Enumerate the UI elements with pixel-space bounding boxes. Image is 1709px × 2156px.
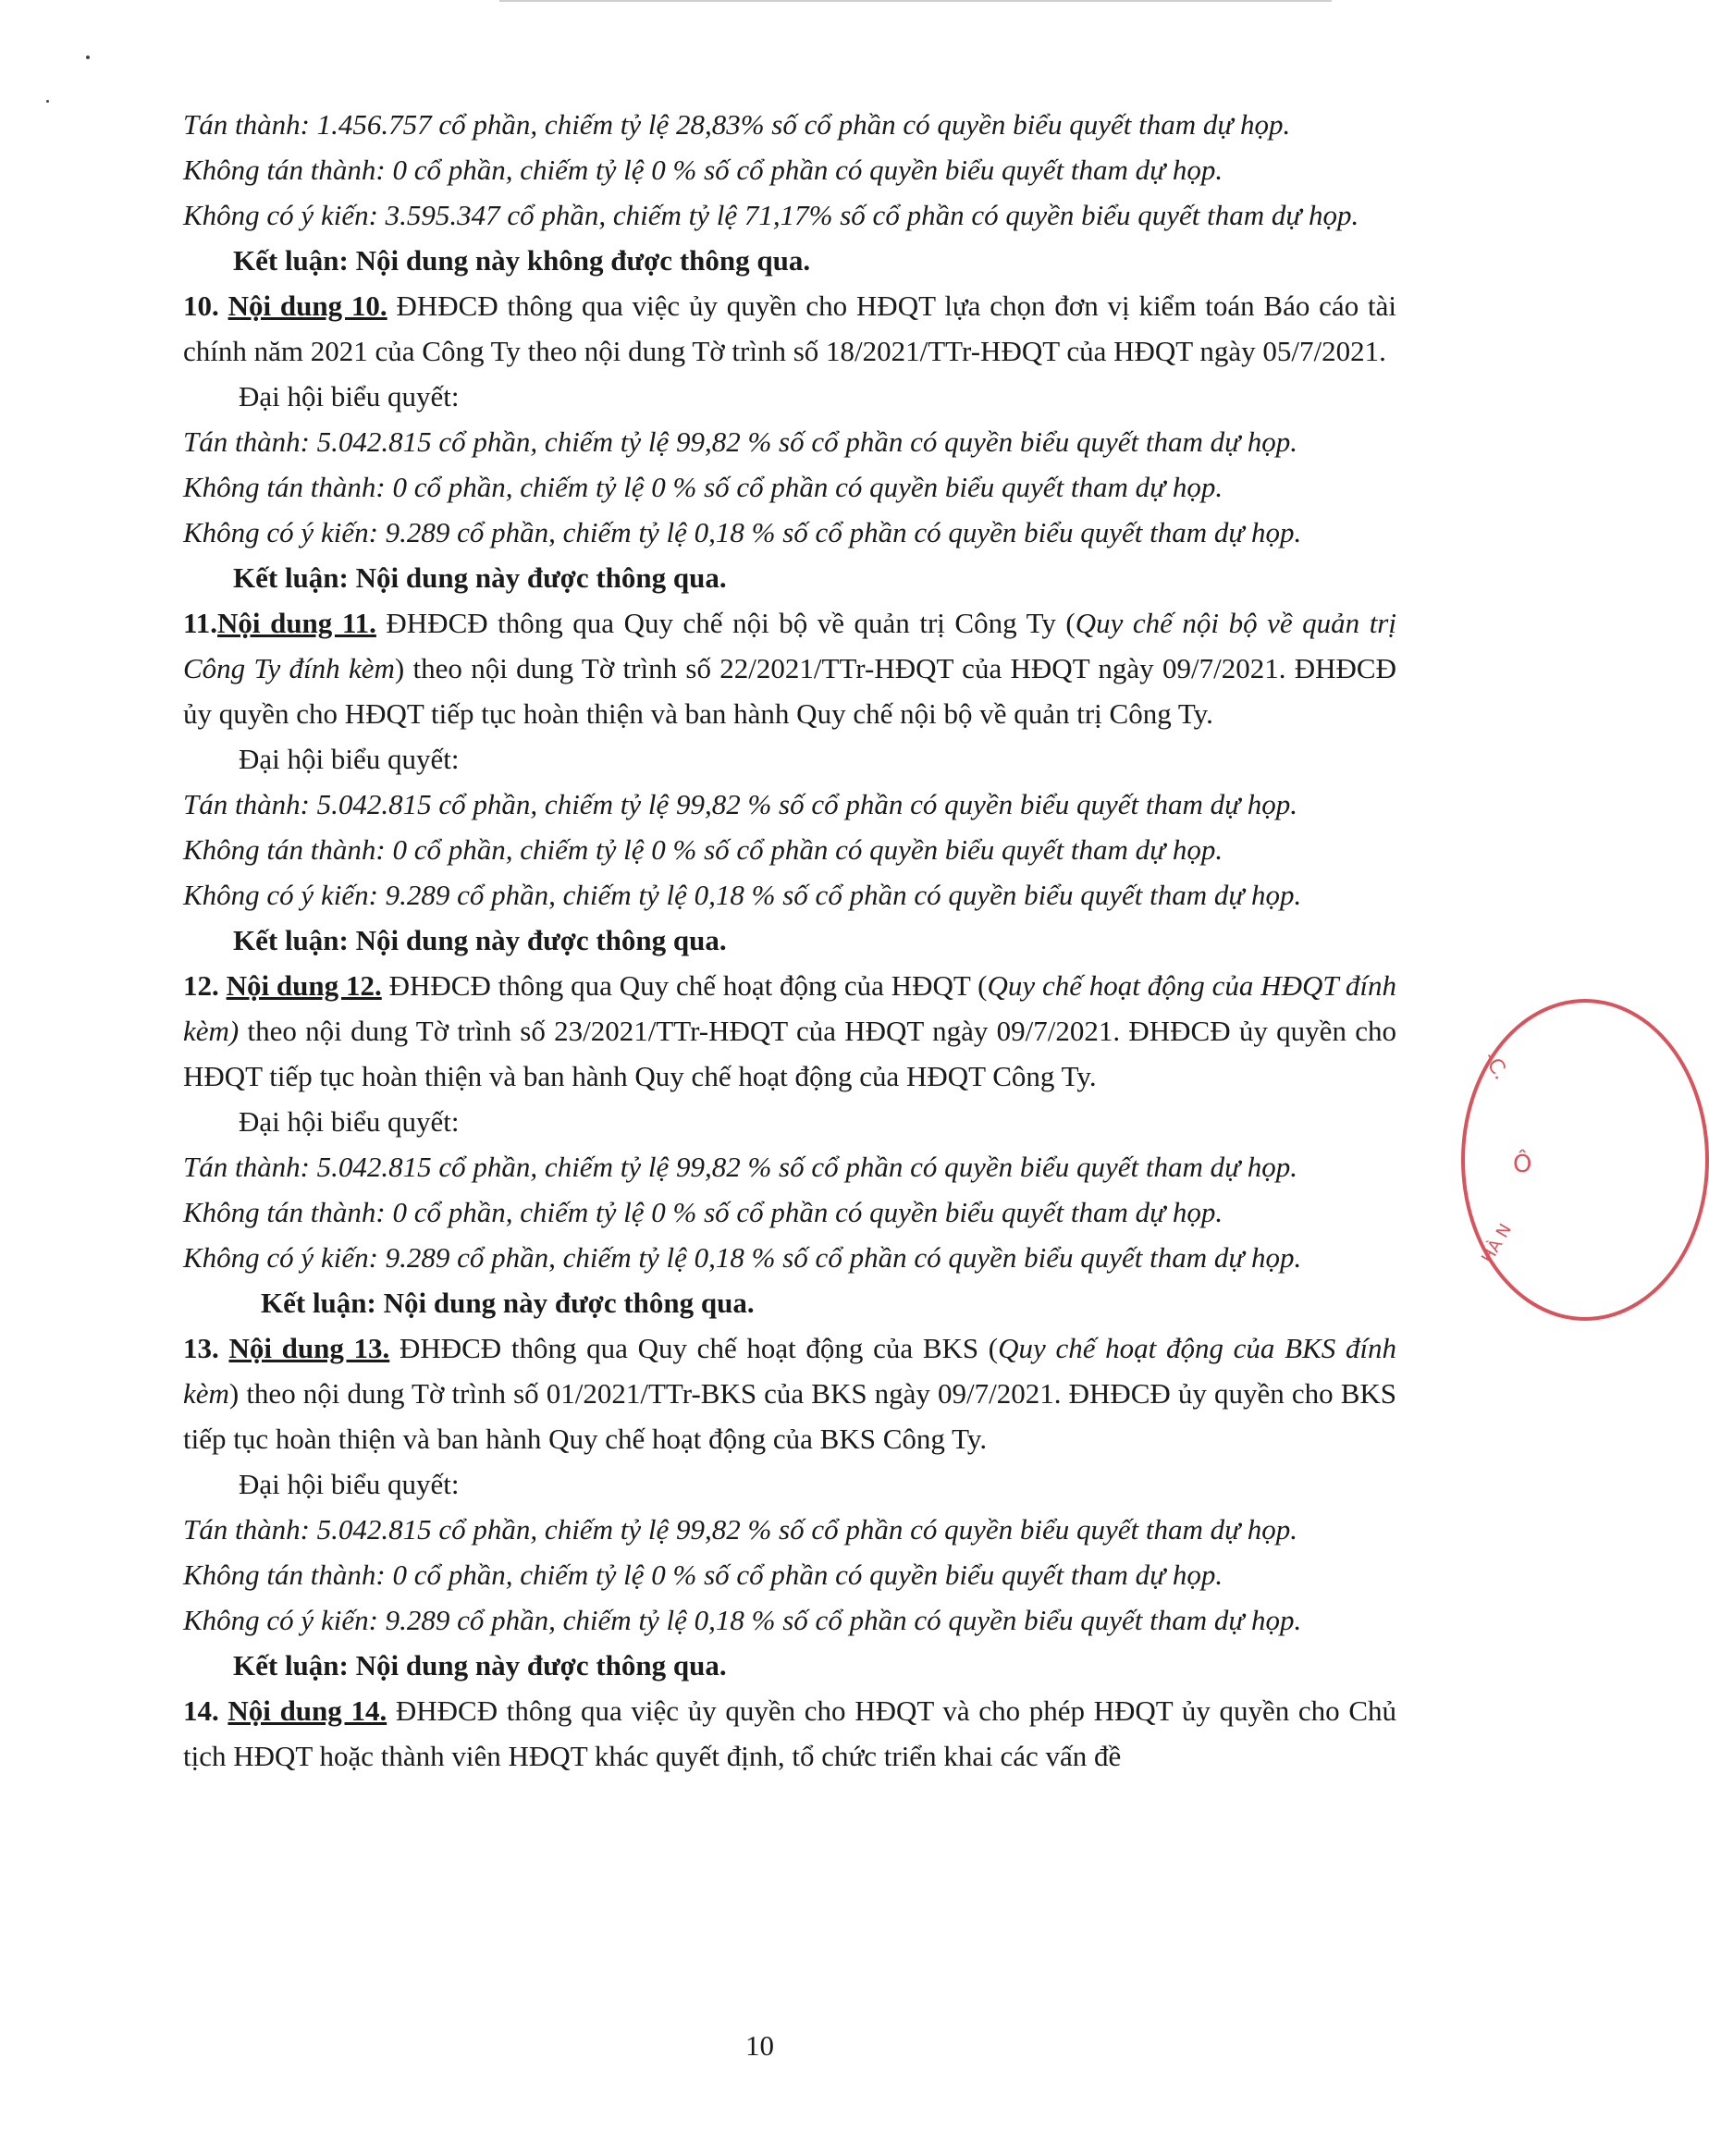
item-14	[176, 1688, 1396, 1779]
company-seal	[1461, 999, 1709, 1321]
scan-speck	[86, 55, 90, 59]
vote-no-12: Không tán thành: 0 cổ phần, chiếm tỷ lệ 0 % số cổ phần có quyền biểu quyết tham dự họp.	[183, 1196, 1223, 1228]
vote-yes-12: Tán thành: 5.042.815 cổ phần, chiếm tỷ lệ 99,82 % số cổ phần có quyền biểu quyết tham dự họp.	[183, 1151, 1298, 1183]
item-body: ) theo nội dung Tờ trình số 01/2021/TTr-BKS của BKS ngày 09/7/2021. ĐHĐCĐ ủy quyền cho BKS tiếp tục hoàn thiện và ban hành Quy chế hoạt động của BKS Công Ty.	[183, 1377, 1396, 1455]
vote-label-13: Đại hội biểu quyết:	[239, 1468, 460, 1500]
item-12	[176, 963, 1396, 1099]
item-body: theo nội dung Tờ trình số 23/2021/TTr-HĐQT của HĐQT ngày 09/7/2021. ĐHĐCĐ ủy quyền cho HĐQT tiếp tục hoàn thiện và ban hành Quy chế hoạt động của HĐQT Công Ty.	[183, 1015, 1396, 1092]
vote-yes-13: Tán thành: 5.042.815 cổ phần, chiếm tỷ lệ 99,82 % số cổ phần có quyền biểu quyết tham dự họp.	[183, 1513, 1298, 1546]
item-number: 10.	[183, 290, 219, 322]
vote-no-9: Không tán thành: 0 cổ phần, chiếm tỷ lệ 0 % số cổ phần có quyền biểu quyết tham dự họp.	[183, 154, 1223, 186]
conclusion-10: Kết luận: Nội dung này được thông qua.	[233, 561, 727, 594]
item-body: ĐHĐCĐ thông qua Quy chế nội bộ về quản trị Công Ty (	[375, 607, 1076, 639]
item-heading: Nội dung 14.	[227, 1694, 387, 1727]
item-number: 13.	[183, 1332, 219, 1364]
vote-abstain-9: Không có ý kiến: 3.595.347 cổ phần, chiếm tỷ lệ 71,17% số cổ phần có quyền biểu quyết tham dự họp.	[183, 199, 1359, 231]
vote-no-10: Không tán thành: 0 cổ phần, chiếm tỷ lệ 0 % số cổ phần có quyền biểu quyết tham dự họp.	[183, 471, 1223, 503]
vote-yes-9: Tán thành: 1.456.757 cổ phần, chiếm tỷ lệ 28,83% số cổ phần có quyền biểu quyết tham dự họp.	[183, 108, 1291, 141]
item-body-italic: Quy chế hoạt động của BKS đính kèm	[183, 1332, 1396, 1410]
vote-label-12: Đại hội biểu quyết:	[239, 1105, 460, 1138]
seal-text: -C.	[1478, 1048, 1513, 1084]
item-13	[176, 1325, 1396, 1461]
item-heading: Nội dung 10.	[227, 290, 387, 322]
vote-label-11: Đại hội biểu quyết:	[239, 743, 460, 775]
item-body: ) theo nội dung Tờ trình số 22/2021/TTr-HĐQT của HĐQT ngày 09/7/2021. ĐHĐCĐ ủy quyền cho HĐQT tiếp tục hoàn thiện và ban hành Quy chế nội bộ về quản trị Công Ty.	[183, 652, 1396, 730]
vote-abstain-12: Không có ý kiến: 9.289 cổ phần, chiếm tỷ lệ 0,18 % số cổ phần có quyền biểu quyết tham dự họp.	[183, 1241, 1302, 1274]
item-heading: Nội dung 12.	[226, 969, 382, 1002]
vote-abstain-10: Không có ý kiến: 9.289 cổ phần, chiếm tỷ lệ 0,18 % số cổ phần có quyền biểu quyết tham dự họp.	[183, 516, 1302, 548]
seal-text: Ô	[1513, 1151, 1532, 1178]
seal-text: HÀ N	[1478, 1220, 1516, 1267]
item-number: 14.	[183, 1694, 219, 1727]
page-number: 10	[745, 2029, 774, 2062]
item-body: ĐHĐCĐ thông qua việc ủy quyền cho HĐQT và cho phép HĐQT ủy quyền cho Chủ tịch HĐQT hoặc thành viên HĐQT khác quyết định, tổ chức triển khai các vấn đề	[183, 1694, 1396, 1772]
scan-top-edge	[499, 0, 1332, 2]
item-heading: Nội dung 11.	[217, 607, 376, 639]
conclusion-9: Kết luận: Nội dung này không được thông qua.	[233, 244, 811, 277]
vote-no-13: Không tán thành: 0 cổ phần, chiếm tỷ lệ 0 % số cổ phần có quyền biểu quyết tham dự họp.	[183, 1558, 1223, 1591]
item-number: 12.	[183, 969, 219, 1002]
item-heading: Nội dung 13.	[228, 1332, 390, 1364]
conclusion-13: Kết luận: Nội dung này được thông qua.	[233, 1649, 727, 1682]
document-body	[176, 102, 1396, 1779]
item-10	[176, 283, 1396, 374]
conclusion-11: Kết luận: Nội dung này được thông qua.	[233, 924, 727, 956]
item-body: ĐHĐCĐ thông qua Quy chế hoạt động của BKS (	[389, 1332, 999, 1364]
item-body: ĐHĐCĐ thông qua Quy chế hoạt động của HĐQT (	[381, 969, 988, 1002]
vote-yes-10: Tán thành: 5.042.815 cổ phần, chiếm tỷ lệ 99,82 % số cổ phần có quyền biểu quyết tham dự họp.	[183, 425, 1298, 458]
vote-abstain-11: Không có ý kiến: 9.289 cổ phần, chiếm tỷ lệ 0,18 % số cổ phần có quyền biểu quyết tham dự họp.	[183, 879, 1302, 911]
item-number: 11.	[183, 607, 218, 639]
conclusion-12: Kết luận: Nội dung này được thông qua.	[261, 1287, 755, 1319]
item-11	[176, 600, 1396, 736]
item-body-italic: Quy chế hoạt động của HĐQT đính kèm)	[183, 969, 1396, 1047]
vote-abstain-13: Không có ý kiến: 9.289 cổ phần, chiếm tỷ lệ 0,18 % số cổ phần có quyền biểu quyết tham dự họp.	[183, 1604, 1302, 1636]
item-body-italic: Quy chế nội bộ về quản trị Công Ty đính kèm	[183, 607, 1396, 684]
vote-no-11: Không tán thành: 0 cổ phần, chiếm tỷ lệ 0 % số cổ phần có quyền biểu quyết tham dự họp.	[183, 833, 1223, 866]
scan-speck	[46, 100, 49, 103]
item-body: ĐHĐCĐ thông qua việc ủy quyền cho HĐQT lựa chọn đơn vị kiểm toán Báo cáo tài chính năm 2021 của Công Ty theo nội dung Tờ trình số 18/2021/TTr-HĐQT của HĐQT ngày 05/7/2021.	[183, 290, 1396, 367]
vote-label-10: Đại hội biểu quyết:	[239, 380, 460, 413]
vote-yes-11: Tán thành: 5.042.815 cổ phần, chiếm tỷ lệ 99,82 % số cổ phần có quyền biểu quyết tham dự họp.	[183, 788, 1298, 820]
